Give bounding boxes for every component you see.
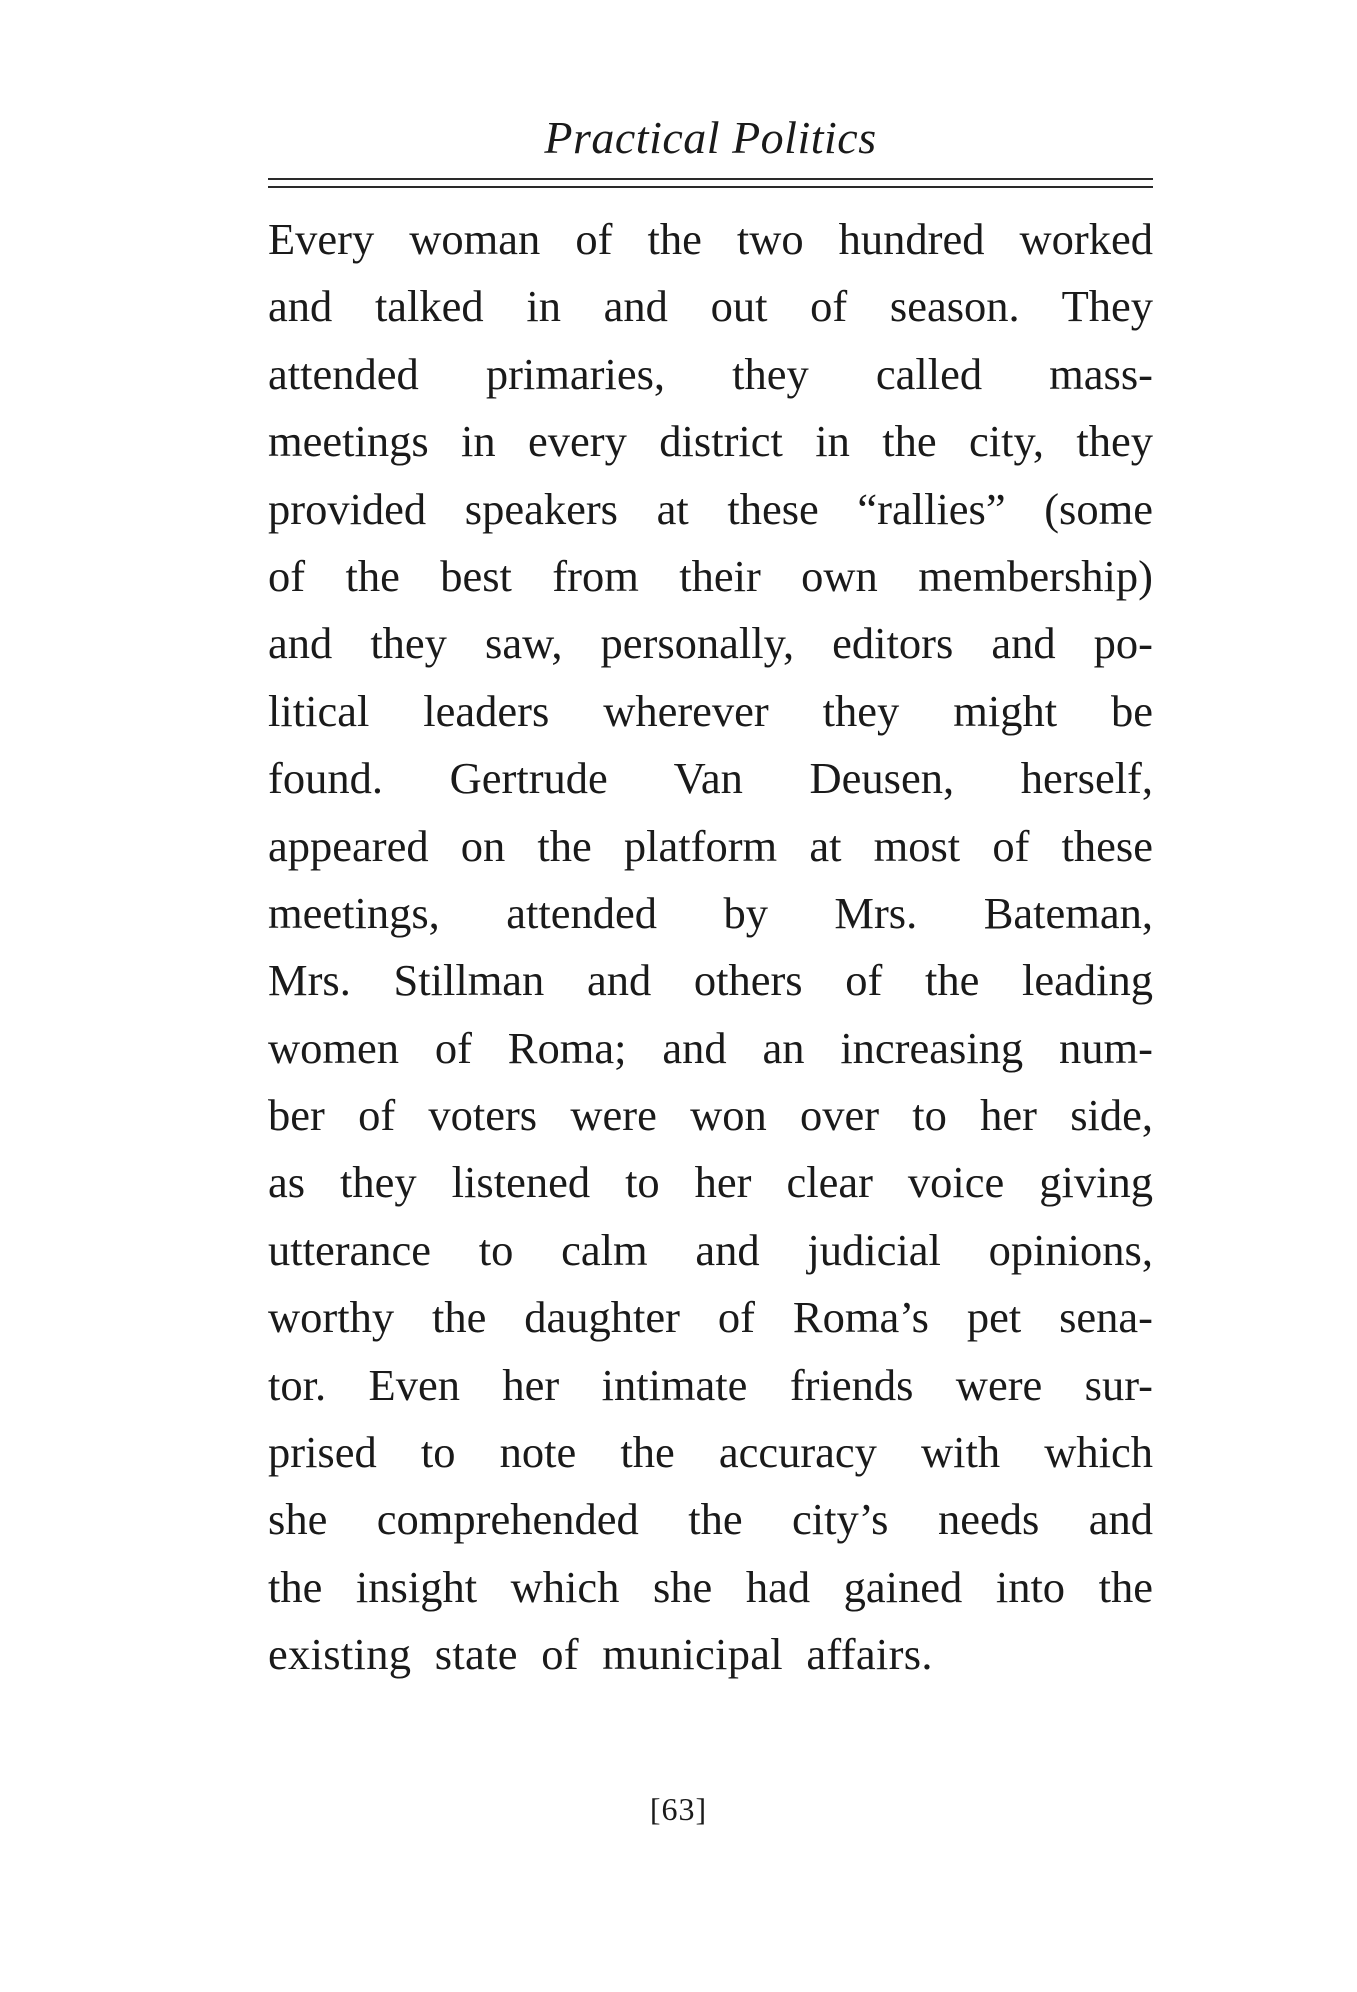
text-line: found. Gertrude Van Deusen, herself, <box>268 753 1153 804</box>
text-line: women of Roma; and an increasing num- <box>268 1022 1153 1073</box>
text-line: utterance to calm and judicial opinions, <box>268 1224 1153 1275</box>
header-rule-top <box>268 178 1153 180</box>
text-line: and talked in and out of season. They <box>268 281 1153 332</box>
text-line: and they saw, personally, editors and po- <box>268 618 1153 669</box>
header-rule-bottom <box>268 186 1153 188</box>
text-line: attended primaries, they called mass- <box>268 348 1153 399</box>
text-line: provided speakers at these “rallies” (some <box>268 483 1153 534</box>
text-line: she comprehended the city’s needs and <box>268 1494 1153 1545</box>
text-line: litical leaders wherever they might be <box>268 685 1153 736</box>
text-line: Every woman of the two hundred worked <box>268 214 1153 264</box>
text-line: meetings, attended by Mrs. Bateman, <box>268 887 1153 938</box>
text-line-last: existing state of municipal affairs. <box>268 1629 933 1680</box>
running-head: Practical Politics <box>544 112 877 163</box>
body-paragraph <box>268 206 1153 1689</box>
text-line: tor. Even her intimate friends were sur- <box>268 1359 1153 1410</box>
text-line: as they listened to her clear voice giving <box>268 1157 1153 1208</box>
text-line: Mrs. Stillman and others of the leading <box>268 955 1153 1006</box>
text-line: prised to note the accuracy with which <box>268 1427 1153 1478</box>
page-number: [63] <box>649 1791 708 1827</box>
text-line: worthy the daughter of Roma’s pet sena- <box>268 1292 1153 1343</box>
text-line: the insight which she had gained into the <box>268 1561 1153 1612</box>
text-line: meetings in every district in the city, they <box>268 416 1153 467</box>
text-line: of the best from their own membership) <box>268 550 1153 601</box>
text-line: appeared on the platform at most of these <box>268 820 1153 871</box>
text-line: ber of voters were won over to her side, <box>268 1090 1153 1141</box>
